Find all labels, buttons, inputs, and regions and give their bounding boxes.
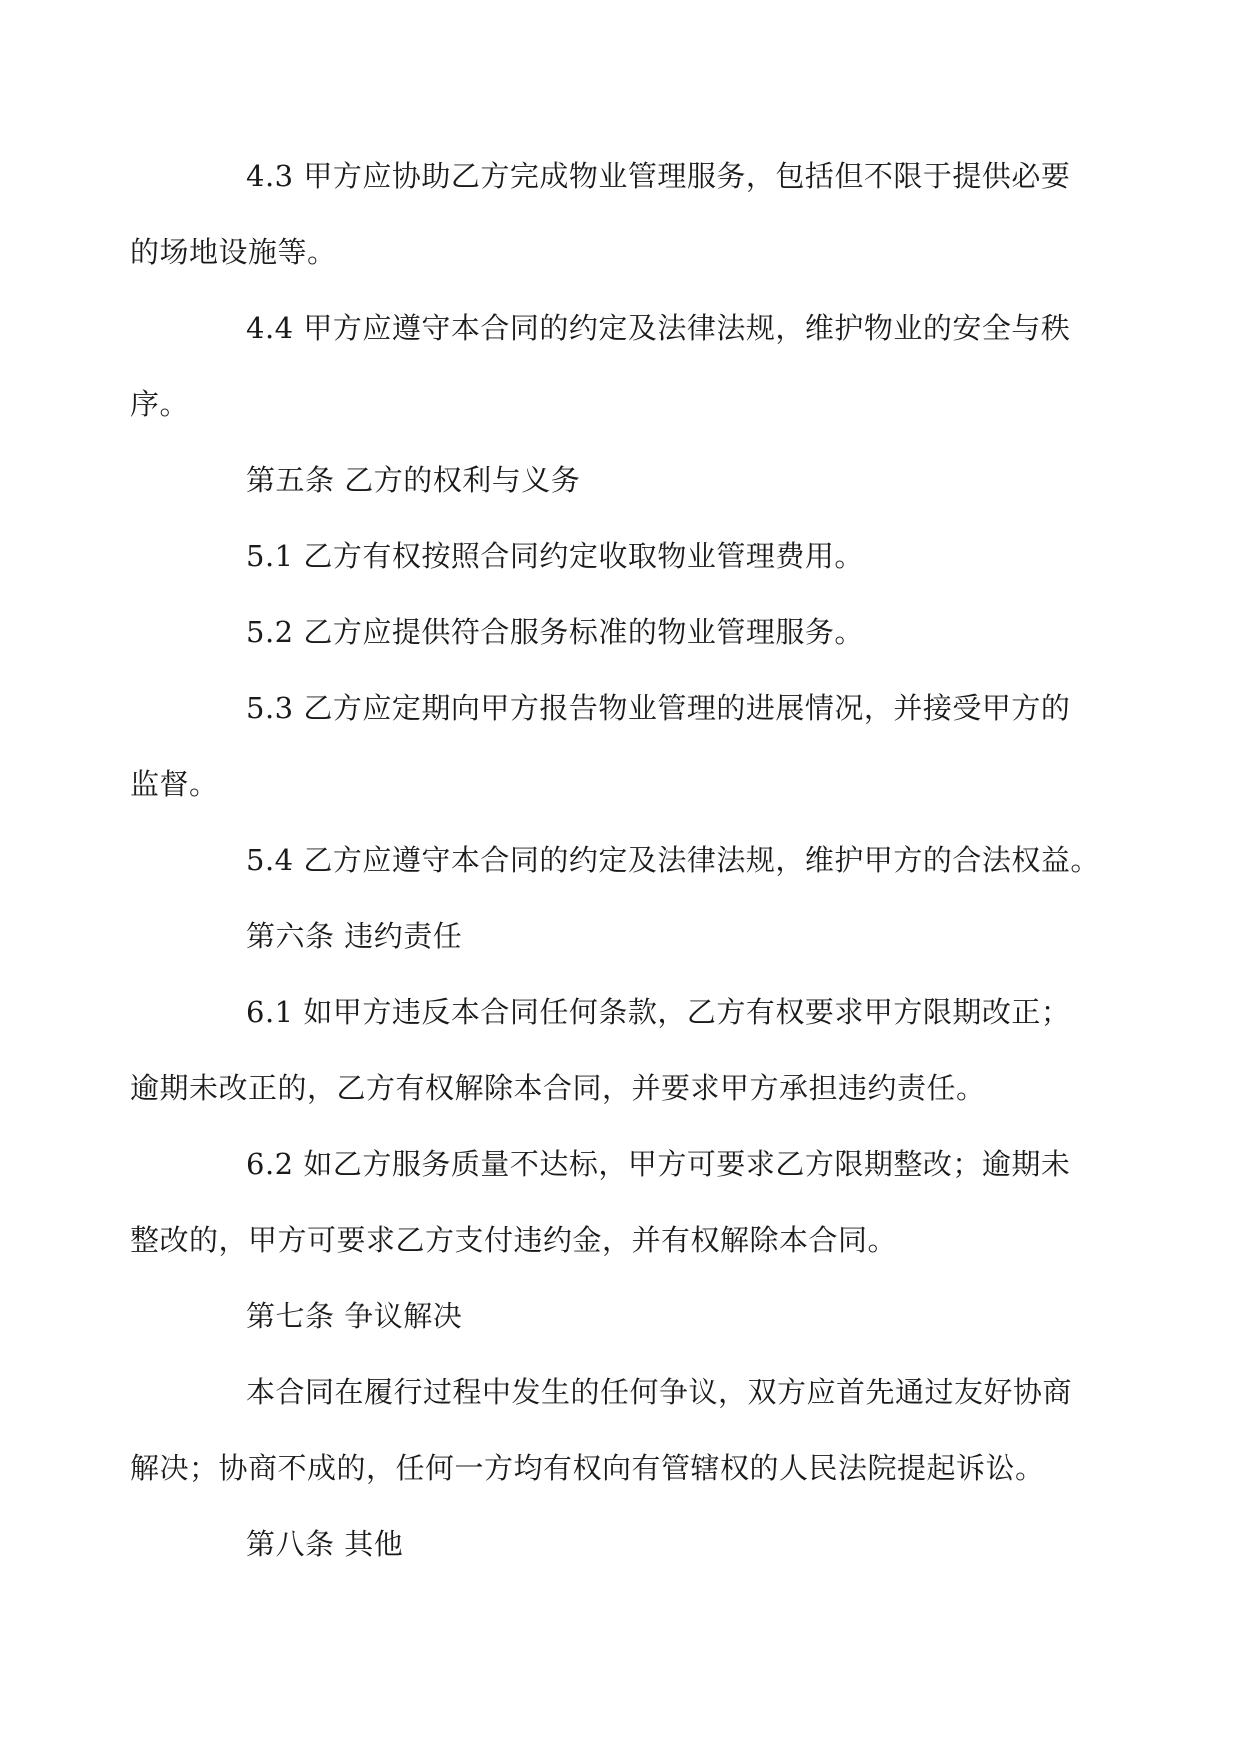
clause-4-3-line-1: 4.3 甲方应协助乙方完成物业管理服务，包括但不限于提供必要 (246, 159, 1071, 193)
document-body (130, 138, 1100, 1582)
clause-6-1 (130, 974, 1071, 1126)
article-8-heading (188, 1506, 1058, 1582)
article-6-heading (188, 898, 1058, 974)
clause-5-3-line-1: 5.3 乙方应定期向甲方报告物业管理的进展情况，并接受甲方的 (246, 691, 1071, 725)
clause-5-2 (188, 594, 1058, 670)
clause-5-3-line-2: 监督。 (130, 767, 219, 801)
article-7-heading (188, 1278, 1058, 1354)
clause-6-2-line-2: 整改的，甲方可要求乙方支付违约金，并有权解除本合同。 (130, 1223, 898, 1257)
article-6-heading-text: 第六条 违约责任 (246, 919, 463, 953)
article-5-heading-text: 第五条 乙方的权利与义务 (246, 463, 581, 497)
clause-7-body-line-2: 解决；协商不成的，任何一方均有权向有管辖权的人民法院提起诉讼。 (130, 1451, 1045, 1485)
clause-4-3 (130, 138, 1071, 290)
clause-5-4-line-1: 5.4 乙方应遵守本合同的约定及法律法规，维护甲方的合法权益。 (246, 843, 1100, 877)
clause-6-1-line-1: 6.1 如甲方违反本合同任何条款，乙方有权要求甲方限期改正； (246, 995, 1071, 1029)
clause-5-3 (130, 670, 1071, 822)
clause-7-body (130, 1354, 1073, 1506)
clause-4-4 (130, 290, 1071, 442)
article-7-heading-text: 第七条 争议解决 (246, 1299, 463, 1333)
clause-5-4 (188, 822, 1100, 898)
clause-5-1-line-1: 5.1 乙方有权按照合同约定收取物业管理费用。 (246, 539, 864, 573)
clause-5-2-line-1: 5.2 乙方应提供符合服务标准的物业管理服务。 (246, 615, 864, 649)
clause-6-2 (130, 1126, 1071, 1278)
clause-4-4-line-2: 序。 (130, 387, 190, 421)
clause-7-body-line-1: 本合同在履行过程中发生的任何争议，双方应首先通过友好协商 (246, 1375, 1073, 1409)
clause-6-2-line-1: 6.2 如乙方服务质量不达标，甲方可要求乙方限期整改；逾期未 (246, 1147, 1071, 1181)
clause-5-1 (188, 518, 1058, 594)
article-8-heading-text: 第八条 其他 (246, 1527, 404, 1561)
clause-4-3-line-2: 的场地设施等。 (130, 235, 337, 269)
clause-4-4-line-1: 4.4 甲方应遵守本合同的约定及法律法规，维护物业的安全与秩 (246, 311, 1071, 345)
article-5-heading (188, 442, 1058, 518)
clause-6-1-line-2: 逾期未改正的，乙方有权解除本合同，并要求甲方承担违约责任。 (130, 1071, 986, 1105)
